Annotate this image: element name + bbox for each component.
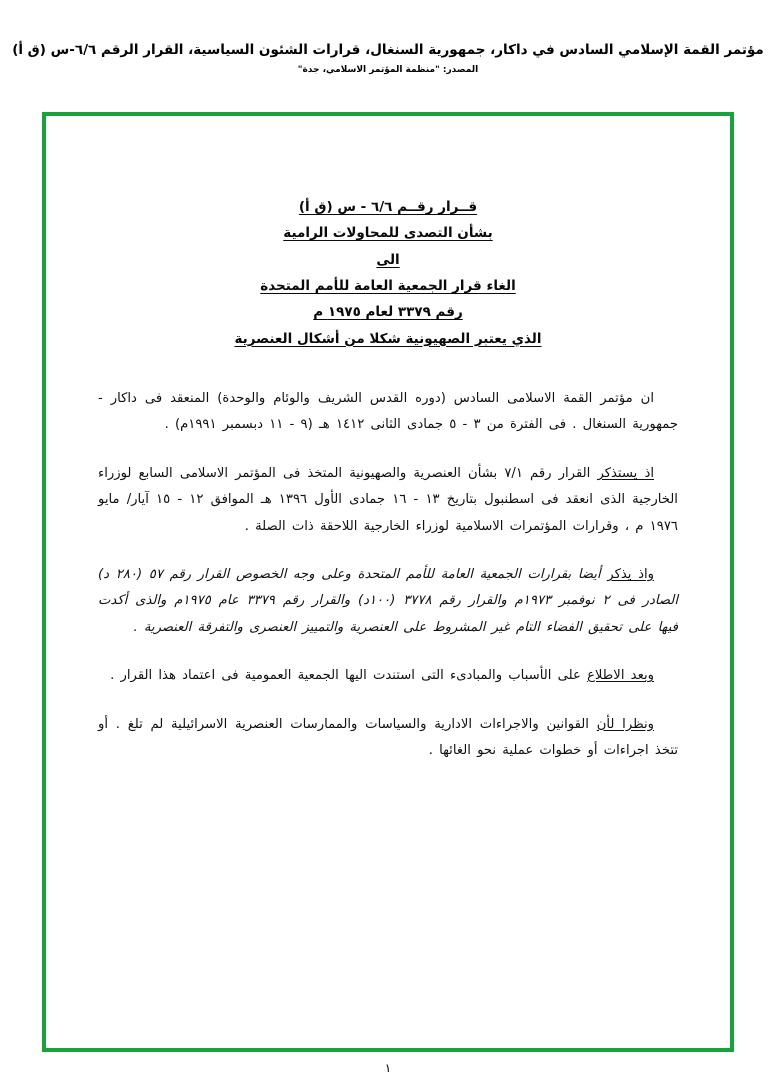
paragraph-2-lead: اذ يستذكر bbox=[597, 465, 654, 481]
header-source: المصدر: "منظمة المؤتمر الاسلامي، جدة" bbox=[297, 64, 479, 75]
paragraph-3-text: أيضا بقرارات الجمعية العامة للأمم المتحدة وعلى وجه الخصوص القرار رقم ٥٧ (٢٨٠ د) الصادر فى ٢ نوفمبر ١٩٧٣م والقرار رقم ٣٧٧٨ (١٠٠د) والقرار رقم ٣٣٧٩ عام ١٩٧٥م والذى أكدت فيها على تحقيق الفضاء التام غير المشروط على العنصرية والتمييز العنصرى والتفرقة العنصرية . bbox=[98, 566, 678, 635]
paragraph-5-lead: ونظرا لأن bbox=[596, 716, 654, 732]
document-frame bbox=[42, 112, 734, 1052]
title-line-5: رقم ٣٣٧٩ لعام ١٩٧٥ م bbox=[313, 304, 463, 321]
title-line-4: الغاء قرار الجمعية العامة للأمم المتحدة bbox=[260, 277, 516, 294]
paragraph-1 bbox=[98, 386, 678, 439]
title-line-3: الى bbox=[376, 251, 400, 268]
paragraph-4-text: على الأسباب والمبادىء التى استندت اليها الجمعية العمومية فى اعتماد هذا القرار . bbox=[110, 668, 581, 684]
title-line-1: قــرار رقــم ٦/٦ - س (ق أ) bbox=[298, 199, 478, 215]
page-header bbox=[0, 0, 776, 75]
paragraph-2 bbox=[98, 461, 678, 540]
paragraph-2-text: القرار رقم ٧/١ بشأن العنصرية والصهيونية المتخذ فى المؤتمر الاسلامى السابع لوزراء الخارجية الذى انعقد فى اسطنبول بتاريخ ١٣ - ١٦ جمادى الأول ١٣٩٦ هـ الموافق ١٢ - ١٥ آيار/ مايو ١٩٧٦ م ، وقرارات المؤتمرات الاسلامية لوزراء الخارجية اللاحقة ذات الصلة . bbox=[98, 465, 678, 534]
paragraph-1-text: ان مؤتمر القمة الاسلامى السادس (دوره القدس الشريف والوئام والوحدة) المنعقد فى داكار - جمهورية السنغال . فى الفترة من ٣ - ٥ جمادى الثانى ١٤١٢ هـ (٩ - ١١ دبسمبر ١٩٩١م) . bbox=[98, 390, 678, 433]
header-title: مؤتمر القمة الإسلامي السادس في داكار، جمهورية السنغال، قرارات الشئون السياسية، القرار الرقم ٦/٦-س (ق أ) bbox=[12, 42, 764, 58]
paragraph-5 bbox=[98, 712, 678, 765]
title-line-6: الذي يعتبر الصهيونية شكلا من أشكال العنصرية bbox=[234, 330, 542, 347]
paragraph-3-lead: واذ يذكر bbox=[607, 566, 655, 582]
resolution-title bbox=[98, 194, 678, 352]
title-line-2: بشأن التصدى للمحاولات الرامية bbox=[283, 225, 493, 242]
paragraph-3 bbox=[98, 562, 678, 641]
paragraph-4-lead: وبعد الاطلاع bbox=[587, 668, 654, 684]
page-number: ١ bbox=[384, 1061, 392, 1075]
paragraph-4 bbox=[98, 663, 678, 689]
paragraph-5-text: القوانين والاجراءات الادارية والسياسات والممارسات العنصرية الاسرائيلية لم تلغ . أو تتخذ اجراءات أو خطوات عملية نحو الغائها . bbox=[98, 716, 678, 758]
document-body bbox=[46, 116, 730, 806]
